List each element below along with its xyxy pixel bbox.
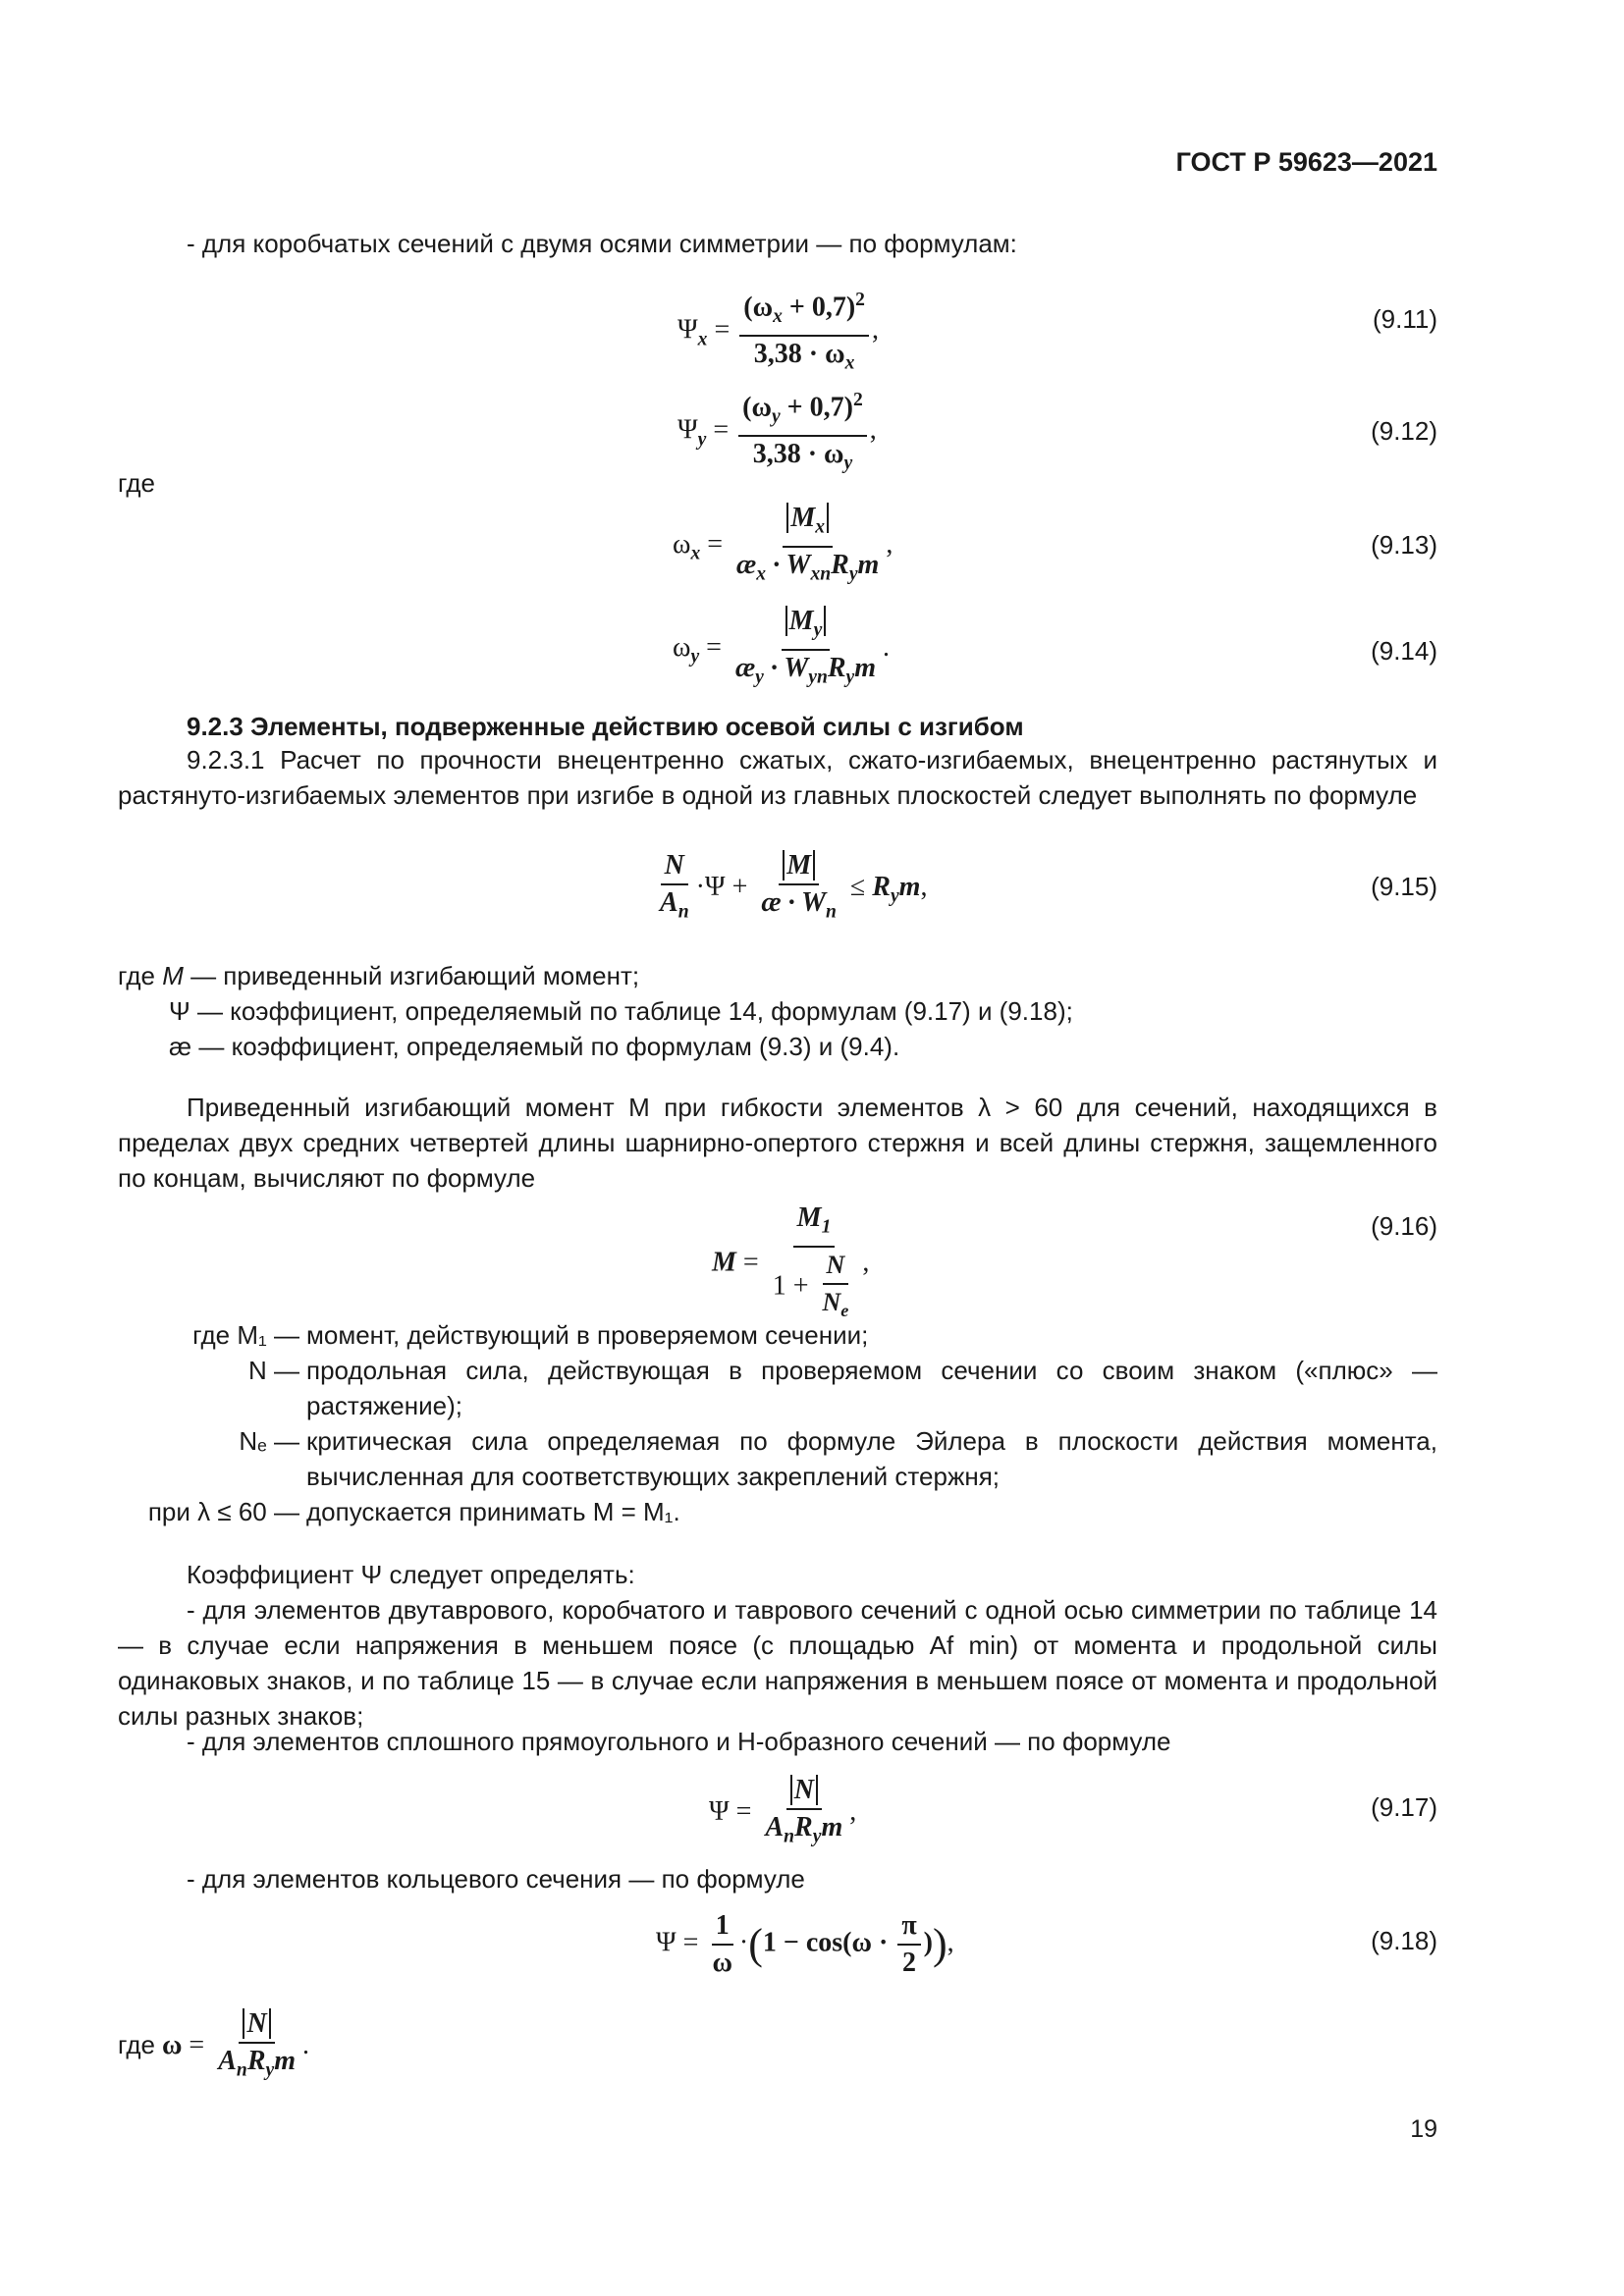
formula-9-18: Ψ = $\frac{1}{\omega}$ ·(1 − cos(ω · $\frac{\pi}{2}$ )), xyxy=(656,1910,954,1978)
paragraph-reduced-moment: Приведенный изгибающий момент M при гибкости элементов λ > 60 для сечений, находящихся в пределах двух средних четвертей длины шарнирно-опертого стержня и всей длины стержня, защемленного по концам, вычисляют по формуле xyxy=(118,1093,1437,1193)
eq-number-9-13: (9.13) xyxy=(1371,530,1437,560)
definition-n: N — продольная сила, действующая в проверяемом сечении со своим знаком («плюс» — растяжение); xyxy=(248,1356,1437,1420)
where-label: где xyxy=(118,468,155,498)
eq-number-9-16: (9.16) xyxy=(1371,1211,1437,1241)
formula-9-17: Ψ = $\frac{N}{A_nR_ym}$ , xyxy=(709,1775,857,1847)
eq-number-9-11: (9.11) xyxy=(1373,304,1437,334)
definition-m1: где M₁ — момент, действующий в проверяемом сечении; xyxy=(192,1320,869,1350)
formula-9-11: $\Psi_x$ = $\frac{(\omega_x + 0,7)^2}{3,38 \cdot \omega_x}$ , xyxy=(677,285,879,380)
document-code: ГОСТ Р 59623—2021 xyxy=(1175,147,1437,177)
psi-case-3: - для элементов кольцевого сечения — по формуле xyxy=(187,1864,805,1894)
definition-psi: Ψ — коэффициент, определяемый по таблице 14, формулам (9.17) и (9.18); xyxy=(169,996,1073,1026)
definition-m: где M — приведенный изгибающий момент; xyxy=(118,961,640,990)
eq-number-9-18: (9.18) xyxy=(1371,1926,1437,1955)
formula-9-15: $\frac{N}{A_n}$ ·Ψ + $\frac{M}{æ \cdot W_n}$ ≤ $R_ym$, xyxy=(660,850,928,923)
formula-omega-definition: где ω = $\frac{N}{A_nR_ym}$ . xyxy=(118,2008,309,2081)
paragraph-9-2-3-1: 9.2.3.1 Расчет по прочности внецентренно сжатых, сжато-изгибаемых, внецентренно растянутых и растянуто-изгибаемых элементов при изгибе в одной из главных плоскостей следует выполнять по формуле xyxy=(118,745,1437,810)
psi-intro: Коэффициент Ψ следует определять: xyxy=(187,1560,635,1589)
formula-9-16: M = $M_1$ 1 + $\frac{N}{N_e}$ , xyxy=(712,1202,870,1320)
page-number: 19 xyxy=(1410,2115,1437,2143)
formula-9-14: $\omega_y$ = $\frac{M_y}{æ_y \cdot W_{yn}R_ym}$ . xyxy=(673,606,891,688)
psi-case-2: - для элементов сплошного прямоугольного и Н-образного сечений — по формуле xyxy=(187,1727,1171,1756)
section-title-9-2-3: 9.2.3 Элементы, подверженные действию осевой силы с изгибом xyxy=(187,712,1024,741)
eq-number-9-14: (9.14) xyxy=(1371,636,1437,666)
eq-number-9-17: (9.17) xyxy=(1371,1792,1437,1822)
intro-box-sections: - для коробчатых сечений с двумя осями симметрии — по формулам: xyxy=(187,229,1017,258)
where-label-last: где xyxy=(118,2030,155,2060)
eq-number-9-12: (9.12) xyxy=(1371,416,1437,446)
psi-case-1: - для элементов двутаврового, коробчатого и таврового сечений с одной осью симметрии по таблице 14 — в случае если напряжения в меньшем поясе (с площадью Af min) от момента и продольной силы одинаковых знаков, и по таблице 15 — в случае если напряжения в меньшем поясе от момента и продольной силы разных знаков; xyxy=(118,1595,1437,1731)
definition-lambda: при λ ≤ 60 — допускается принимать M = M₁. xyxy=(147,1497,680,1526)
formula-9-13: $\omega_x$ = $\frac{M_x}{æ_x \cdot W_{xn}R_ym}$ , xyxy=(673,503,893,585)
formula-9-12: $\Psi_y$ = $\frac{(\omega_y + 0,7)^2}{3,38 \cdot \omega_y}$ , xyxy=(677,385,877,480)
eq-number-9-15: (9.15) xyxy=(1371,872,1437,901)
definition-ne: Nₑ — критическая сила определяемая по формуле Эйлера в плоскости действия момента, вычисленная для соответствующих закреплений стержня; xyxy=(239,1426,1437,1491)
definition-ae: æ — коэффициент, определяемый по формулам (9.3) и (9.4). xyxy=(169,1032,900,1061)
